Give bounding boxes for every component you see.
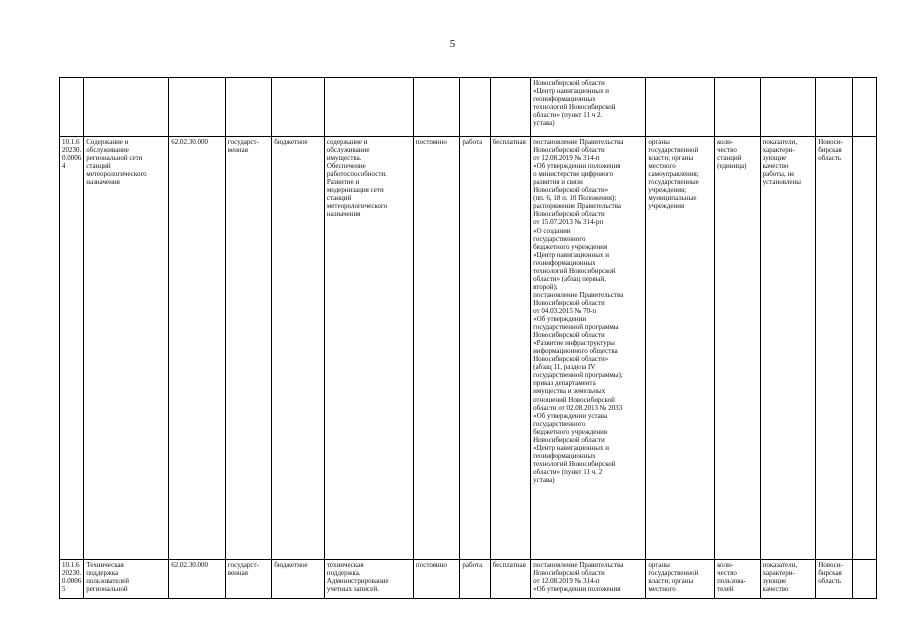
cell-owner: государст- венная bbox=[225, 560, 272, 599]
cell-extra bbox=[852, 137, 876, 560]
cell-kind: работа bbox=[460, 560, 490, 599]
cell-content: содержание и обслуживание имущества. Обеспечение работоспособности. Развитие и модернизация сети станций метеорологического назначения bbox=[324, 137, 413, 560]
registry-table bbox=[59, 77, 877, 599]
cell-cost: бесплатная bbox=[490, 137, 530, 560]
cell-code bbox=[60, 78, 84, 137]
cell-place: Новоси- бирская область bbox=[816, 137, 852, 560]
cell-place bbox=[816, 78, 852, 137]
cell-type: бюджетное bbox=[272, 137, 325, 560]
cell-basis: Новосибирской области «Центр навигационных и геоинформационных технологий Новосибирской области» (пункт 11 ч 2. устава) bbox=[531, 78, 646, 137]
cell-extra bbox=[852, 560, 876, 599]
cell-period: постоянно bbox=[413, 560, 460, 599]
cell-cost: бесплатная bbox=[490, 560, 530, 599]
cell-cost bbox=[490, 78, 530, 137]
cell-indicators: показатели, характери- зующие качество работы, не установлены bbox=[760, 137, 816, 560]
cell-name bbox=[84, 78, 169, 137]
cell-kind bbox=[460, 78, 490, 137]
table-row bbox=[60, 78, 877, 137]
cell-type bbox=[272, 78, 325, 137]
cell-content bbox=[324, 78, 413, 137]
cell-name: Содержание и обслуживание региональной сети станций метеорологического назначения bbox=[84, 137, 169, 560]
cell-extra bbox=[852, 78, 876, 137]
cell-consumers: органы государственной власти; органы местного bbox=[646, 560, 715, 599]
cell-code: 10.1.620230. 0.00064 bbox=[60, 137, 84, 560]
cell-name: Техническая поддержка пользователей региональной bbox=[84, 560, 169, 599]
cell-okved: 62.02.30.000 bbox=[169, 560, 226, 599]
cell-unit: коли- чество пользова- телей bbox=[715, 560, 761, 599]
cell-consumers: органы государственной власти; органы местного самоуправления; государственные учреждения; муниципальные учреждения bbox=[646, 137, 715, 560]
cell-consumers bbox=[646, 78, 715, 137]
cell-unit bbox=[715, 78, 761, 137]
cell-okved: 62.02.30.000 bbox=[169, 137, 226, 560]
cell-content: техническая поддержка. Администрирование учетных записей. bbox=[324, 560, 413, 599]
cell-code: 10.1.620230. 0.00065 bbox=[60, 560, 84, 599]
table-row bbox=[60, 560, 877, 599]
cell-place: Новоси- бирская область bbox=[816, 560, 852, 599]
cell-period: постоянно bbox=[413, 137, 460, 560]
cell-owner: государст- венная bbox=[225, 137, 272, 560]
cell-basis: постановление Правительства Новосибирской области от 12.08.2019 № 314-п «Об утверждении положения о министерстве цифрового развития и связи Новосибирской области» (пп. 6, 18 п. 10 Положения); распоряжение Правительства Новосибирской области от 15.07.2013 № 314-рп «О создании государственного бюджетного учреждения «Центр навигационных и геоинформационных технологий Новосибирской области» (абзац первый, второй); постановление Правительства Новосибирской области от 04.03.2015 № 70-п «Об утверждении государственной программы Новосибирской области «Развитие инфраструктуры информационного общества Новосибирской области» (абзац 11, раздела IV государственной программы); приказ департамента имущества и земельных отношений Новосибирской области от 02.08.2013 № 2033 «Об утверждении устава государственного бюджетного учреждения Новосибирской области «Центр навигационных и геоинформационных технологий Новосибирской области» (пункт 11 ч. 2 устава) bbox=[531, 137, 646, 560]
cell-type: бюджетное bbox=[272, 560, 325, 599]
page-number: 5 bbox=[449, 38, 456, 50]
cell-basis: постановление Правительства Новосибирской области от 12.08.2019 № 314-п «Об утверждении положения bbox=[531, 560, 646, 599]
cell-owner bbox=[225, 78, 272, 137]
cell-indicators bbox=[760, 78, 816, 137]
cell-indicators: показатели, характери- зующие качество bbox=[760, 560, 816, 599]
cell-unit: коли- чество станций (единица) bbox=[715, 137, 761, 560]
cell-okved bbox=[169, 78, 226, 137]
cell-kind: работа bbox=[460, 137, 490, 560]
cell-period bbox=[413, 78, 460, 137]
table-row bbox=[60, 137, 877, 560]
